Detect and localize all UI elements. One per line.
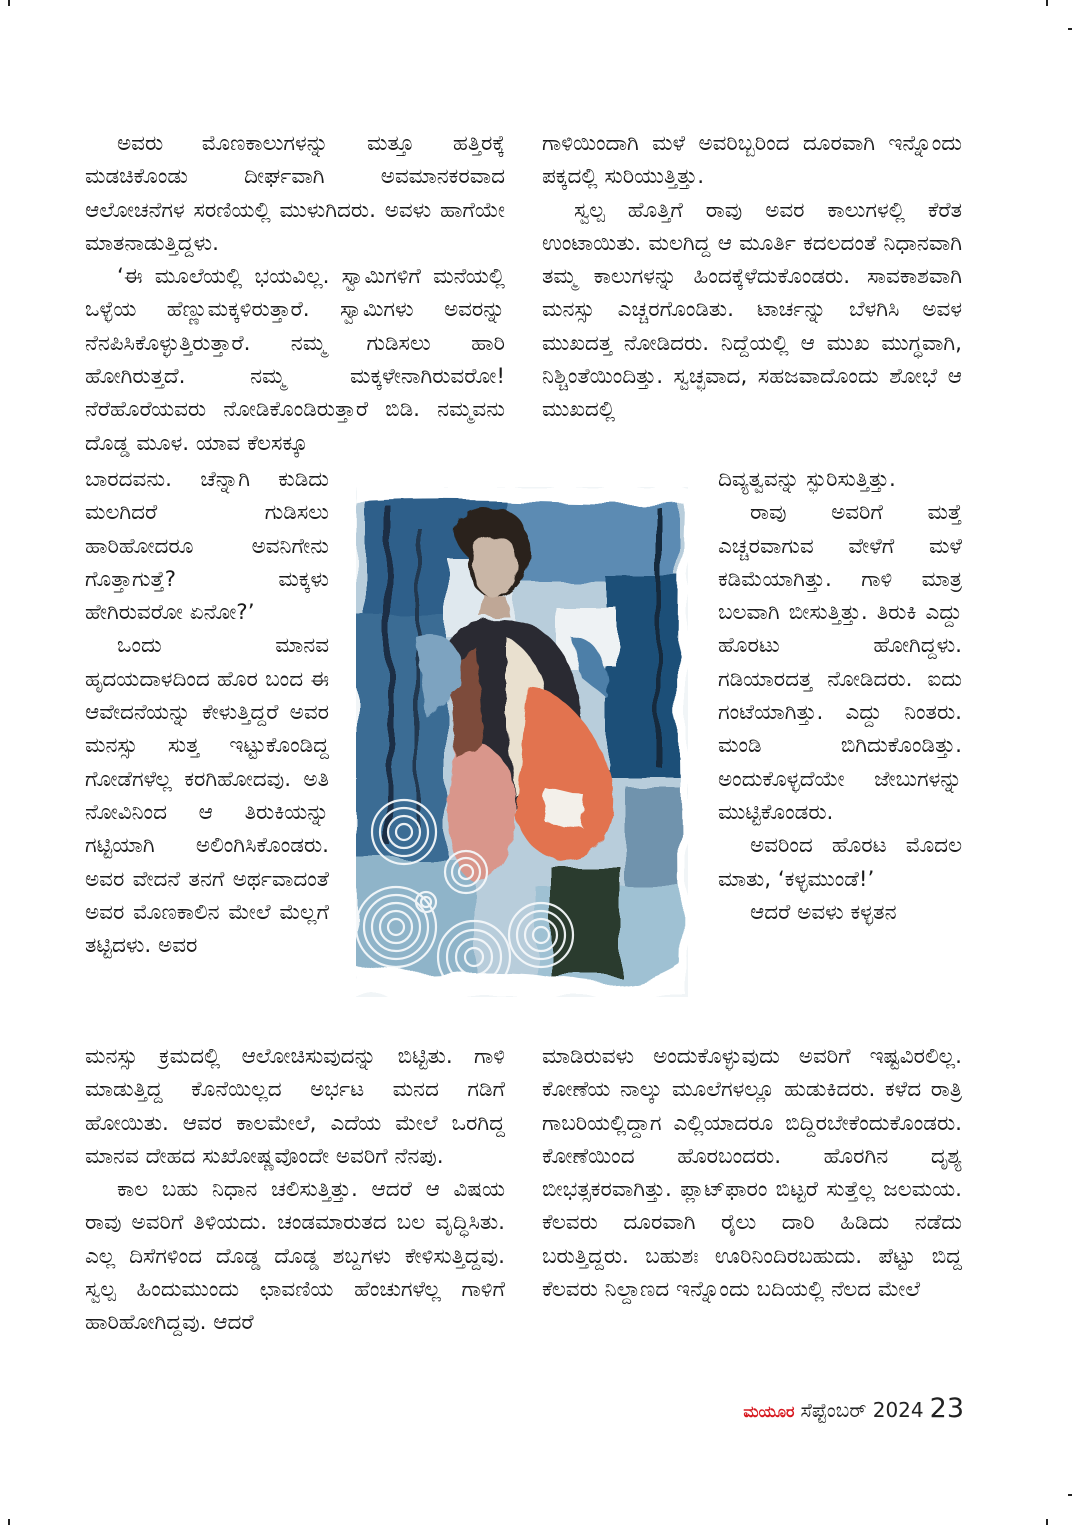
crop-mark-top-left bbox=[8, 0, 10, 6]
paragraph: ‘ಈ ಮೂಲೆಯಲ್ಲಿ ಭಯವಿಲ್ಲ. ಸ್ವಾಮಿಗಳಿಗೆ ಮನೆಯಲ್ಲಿ ಒಳ್ಳೆಯ ಹೆಣ್ಣುಮಕ್ಕಳಿರುತ್ತಾರೆ. ಸ್ವಾಮಿಗಳು ಅವರನ್ನು ನೆನಪಿಸಿಕೊಳ್ಳುತ್ತಿರುತ್ತಾರೆ. ನಮ್ಮ ಗುಡಿಸಲು ಹಾರಿ ಹೋಗಿರುತ್ತದೆ. ನಮ್ಮ ಮಕ್ಕಳೇನಾಗಿರುವರೋ! ನೆರೆಹೊರೆಯವರು ನೋಡಿಕೊಂಡಿರುತ್ತಾರೆ ಬಿಡಿ. ನಮ್ಮವನು ದೊಡ್ಡ ಮೂಳ. ಯಾವ ಕೆಲಸಕ್ಕೂ bbox=[85, 264, 505, 456]
painted-figure-image bbox=[356, 487, 688, 997]
paragraph: ಅವರು ಮೊಣಕಾಲುಗಳನ್ನು ಮತ್ತೂ ಹತ್ತಿರಕ್ಕೆ ಮಡಚಿಕೊಂಡು ದೀರ್ಘವಾಗಿ ಅವಮಾನಕರವಾದ ಆಲೋಚನೆಗಳ ಸರಣಿಯಲ್ಲಿ ಮುಳುಗಿದರು. ಅವಳು ಹಾಗೆಯೇ ಮಾತನಾಡುತ್ತಿದ್ದಳು. bbox=[85, 131, 505, 256]
crop-mark-right-lower bbox=[1068, 1494, 1072, 1496]
right-column-middle bbox=[718, 463, 962, 929]
page-footer bbox=[728, 1393, 964, 1427]
paragraph: ಸ್ವಲ್ಪ ಹೊತ್ತಿಗೆ ರಾವು ಅವರ ಕಾಲುಗಳಲ್ಲಿ ಕೆರೆತ ಉಂಟಾಯಿತು. ಮಲಗಿದ್ದ ಆ ಮೂರ್ತಿ ಕದಲದಂತೆ ನಿಧಾನವಾಗಿ ತಮ್ಮ ಕಾಲುಗಳನ್ನು ಹಿಂದಕ್ಕೆಳೆದುಕೊಂಡರು. ಸಾವಕಾಶವಾಗಿ ಮನಸ್ಸು ಎಚ್ಚರಗೊಂಡಿತು. ಟಾರ್ಚನ್ನು ಬೆಳಗಿಸಿ ಅವಳ ಮುಖದತ್ತ ನೋಡಿದರು. ನಿದ್ದೆಯಲ್ಲಿ ಆ ಮುಖ ಮುಗ್ಧವಾಗಿ, ನಿಶ್ಚಿಂತೆಯಿಂದಿತ್ತು. ಸ್ವಚ್ಛವಾದ, ಸಹಜವಾದೊಂದು ಶೋಭೆ ಆ ಮುಖದಲ್ಲಿ bbox=[542, 197, 962, 423]
paragraph: ಮಾಡಿರುವಳು ಅಂದುಕೊಳ್ಳುವುದು ಅವರಿಗೆ ಇಷ್ಟವಿರಲಿಲ್ಲ. ಕೋಣೆಯ ನಾಲ್ಕು ಮೂಲೆಗಳಲ್ಲೂ ಹುಡುಕಿದರು. ಕಳೆದ ರಾತ್ರಿ ಗಾಬರಿಯಲ್ಲಿದ್ದಾಗ ಎಲ್ಲಿಯಾದರೂ ಬಿದ್ದಿರಬೇಕೆಂದುಕೊಂಡರು. ಕೋಣೆಯಿಂದ ಹೊರಬಂದರು. ಹೊರಗಿನ ದೃಶ್ಯ ಬೀಭತ್ಸಕರವಾಗಿತ್ತು. ಪ್ಲಾಟ್‌ಫಾರಂ ಬಿಟ್ಟರೆ ಸುತ್ತೆಲ್ಲ ಜಲಮಯ. ಕೆಲವರು ದೂರವಾಗಿ ರೈಲು ದಾರಿ ಹಿಡಿದು ನಡೆದು ಬರುತ್ತಿದ್ದರು. ಬಹುಶಃ ಊರಿನಿಂದಿರಬಹುದು. ಪೆಟ್ಟು ಬಿದ್ದ ಕೆಲವರು ನಿಲ್ದಾಣದ ಇನ್ನೊಂದು ಬದಿಯಲ್ಲಿ ನೆಲದ ಮೇಲೆ bbox=[542, 1044, 962, 1303]
right-column-bottom bbox=[542, 1040, 962, 1306]
paragraph: ಅವರಿಂದ ಹೊರಟ ಮೊದಲ ಮಾತು, ‘ಕಳ್ಳಮುಂಡೆ!’ bbox=[718, 833, 962, 892]
left-column-bottom bbox=[85, 1040, 505, 1340]
magazine-logo: ಮಯೂರ bbox=[743, 1402, 795, 1421]
left-column-middle bbox=[85, 463, 329, 962]
left-column-top bbox=[85, 127, 505, 460]
paragraph: ಮನಸ್ಸು ಕ್ರಮದಲ್ಲಿ ಆಲೋಚಿಸುವುದನ್ನು ಬಿಟ್ಟಿತು. ಗಾಳಿ ಮಾಡುತ್ತಿದ್ದ ಕೊನೆಯಿಲ್ಲದ ಅರ್ಭಟ ಮನದ ಗಡಿಗೆ ಹೋಯಿತು. ಆವರ ಕಾಲಮೇಲೆ, ಎದೆಯ ಮೇಲೆ ಒರಗಿದ್ದ ಮಾನವ ದೇಹದ ಸುಖೋಷ್ಣವೊಂದೇ ಅವರಿಗೆ ನೆನಪು. bbox=[85, 1044, 505, 1169]
paragraph: ಒಂದು ಮಾನವ ಹೃದಯದಾಳದಿಂದ ಹೊರ ಬಂದ ಈ ಆವೇದನೆಯನ್ನು ಕೇಳುತ್ತಿದ್ದರೆ ಅವರ ಮನಸ್ಸು ಸುತ್ತ ಇಟ್ಟುಕೊಂಡಿದ್ದ ಗೋಡೆಗಳೆಲ್ಲ ಕರಗಿಹೋದವು. ಅತಿ ನೋವಿನಿಂದ ಆ ತಿರುಕಿಯನ್ನು ಗಟ್ಟಿಯಾಗಿ ಅಲಿಂಗಿಸಿಕೊಂಡರು. ಅವರ ವೇದನೆ ತನಗೆ ಅರ್ಥವಾದಂತೆ ಅವರ ಮೊಣಕಾಲಿನ ಮೇಲೆ ಮೆಲ್ಲಗೆ ತಟ್ಟಿದಳು. ಅವರ bbox=[85, 633, 329, 959]
crop-mark-bottom-left bbox=[8, 1519, 10, 1525]
paragraph: ದಿವ್ಯತ್ವವನ್ನು ಸ್ಫುರಿಸುತ್ತಿತ್ತು. bbox=[718, 467, 896, 492]
paragraph: ಗಾಳಿಯಿಂದಾಗಿ ಮಳೆ ಅವರಿಬ್ಬರಿಂದ ದೂರವಾಗಿ ಇನ್ನೊಂದು ಪಕ್ಕದಲ್ಲಿ ಸುರಿಯುತ್ತಿತ್ತು. bbox=[542, 131, 962, 190]
crop-mark-right-upper bbox=[1068, 28, 1072, 30]
story-illustration bbox=[356, 487, 688, 997]
page-number: 23 bbox=[929, 1393, 964, 1424]
crop-mark-bottom-right bbox=[1046, 1519, 1048, 1525]
paragraph: ರಾವು ಅವರಿಗೆ ಮತ್ತೆ ಎಚ್ಚರವಾಗುವ ವೇಳೆಗೆ ಮಳೆ ಕಡಿಮೆಯಾಗಿತ್ತು. ಗಾಳಿ ಮಾತ್ರ ಬಲವಾಗಿ ಬೀಸುತ್ತಿತ್ತು. ತಿರುಕಿ ಎದ್ದು ಹೊರಟು ಹೋಗಿದ್ದಳು. ಗಡಿಯಾರದತ್ತ ನೋಡಿದರು. ಐದು ಗಂಟೆಯಾಗಿತ್ತು. ಎದ್ದು ನಿಂತರು. ಮಂಡಿ ಬಿಗಿದುಕೊಂಡಿತ್ತು. ಅಂದುಕೊಳ್ಳದೆಯೇ ಜೇಬುಗಳನ್ನು ಮುಟ್ಟಿಕೊಂಡರು. bbox=[718, 500, 962, 825]
paragraph: ಬಾರದವನು. ಚೆನ್ನಾಗಿ ಕುಡಿದು ಮಲಗಿದರೆ ಗುಡಿಸಲು ಹಾರಿಹೋದರೂ ಅವನಿಗೇನು ಗೊತ್ತಾಗುತ್ತೆ? ಮಕ್ಕಳು ಹೇಗಿರುವರೋ ಏನೋ?’ bbox=[85, 467, 329, 626]
right-column-top bbox=[542, 127, 962, 427]
crop-mark-top-right bbox=[1046, 0, 1048, 6]
issue-date: ಸೆಪ್ಟೆಂಬರ್ 2024 bbox=[800, 1398, 924, 1422]
paragraph: ಆದರೆ ಅವಳು ಕಳ್ಳತನ bbox=[750, 899, 897, 925]
paragraph: ಕಾಲ ಬಹು ನಿಧಾನ ಚಲಿಸುತ್ತಿತ್ತು. ಆದರೆ ಆ ವಿಷಯ ರಾವು ಅವರಿಗೆ ತಿಳಿಯದು. ಚಂಡಮಾರುತದ ಬಲ ವೃದ್ಧಿಸಿತು. ಎಲ್ಲ ದಿಸೆಗಳಿಂದ ದೊಡ್ಡ ದೊಡ್ಡ ಶಬ್ದಗಳು ಕೇಳಿಸುತ್ತಿದ್ದವು. ಸ್ವಲ್ಪ ಹಿಂದುಮುಂದು ಛಾವಣಿಯ ಹೆಂಚುಗಳೆಲ್ಲ ಗಾಳಿಗೆ ಹಾರಿಹೋಗಿದ್ದವು. ಆದರೆ bbox=[85, 1177, 505, 1336]
